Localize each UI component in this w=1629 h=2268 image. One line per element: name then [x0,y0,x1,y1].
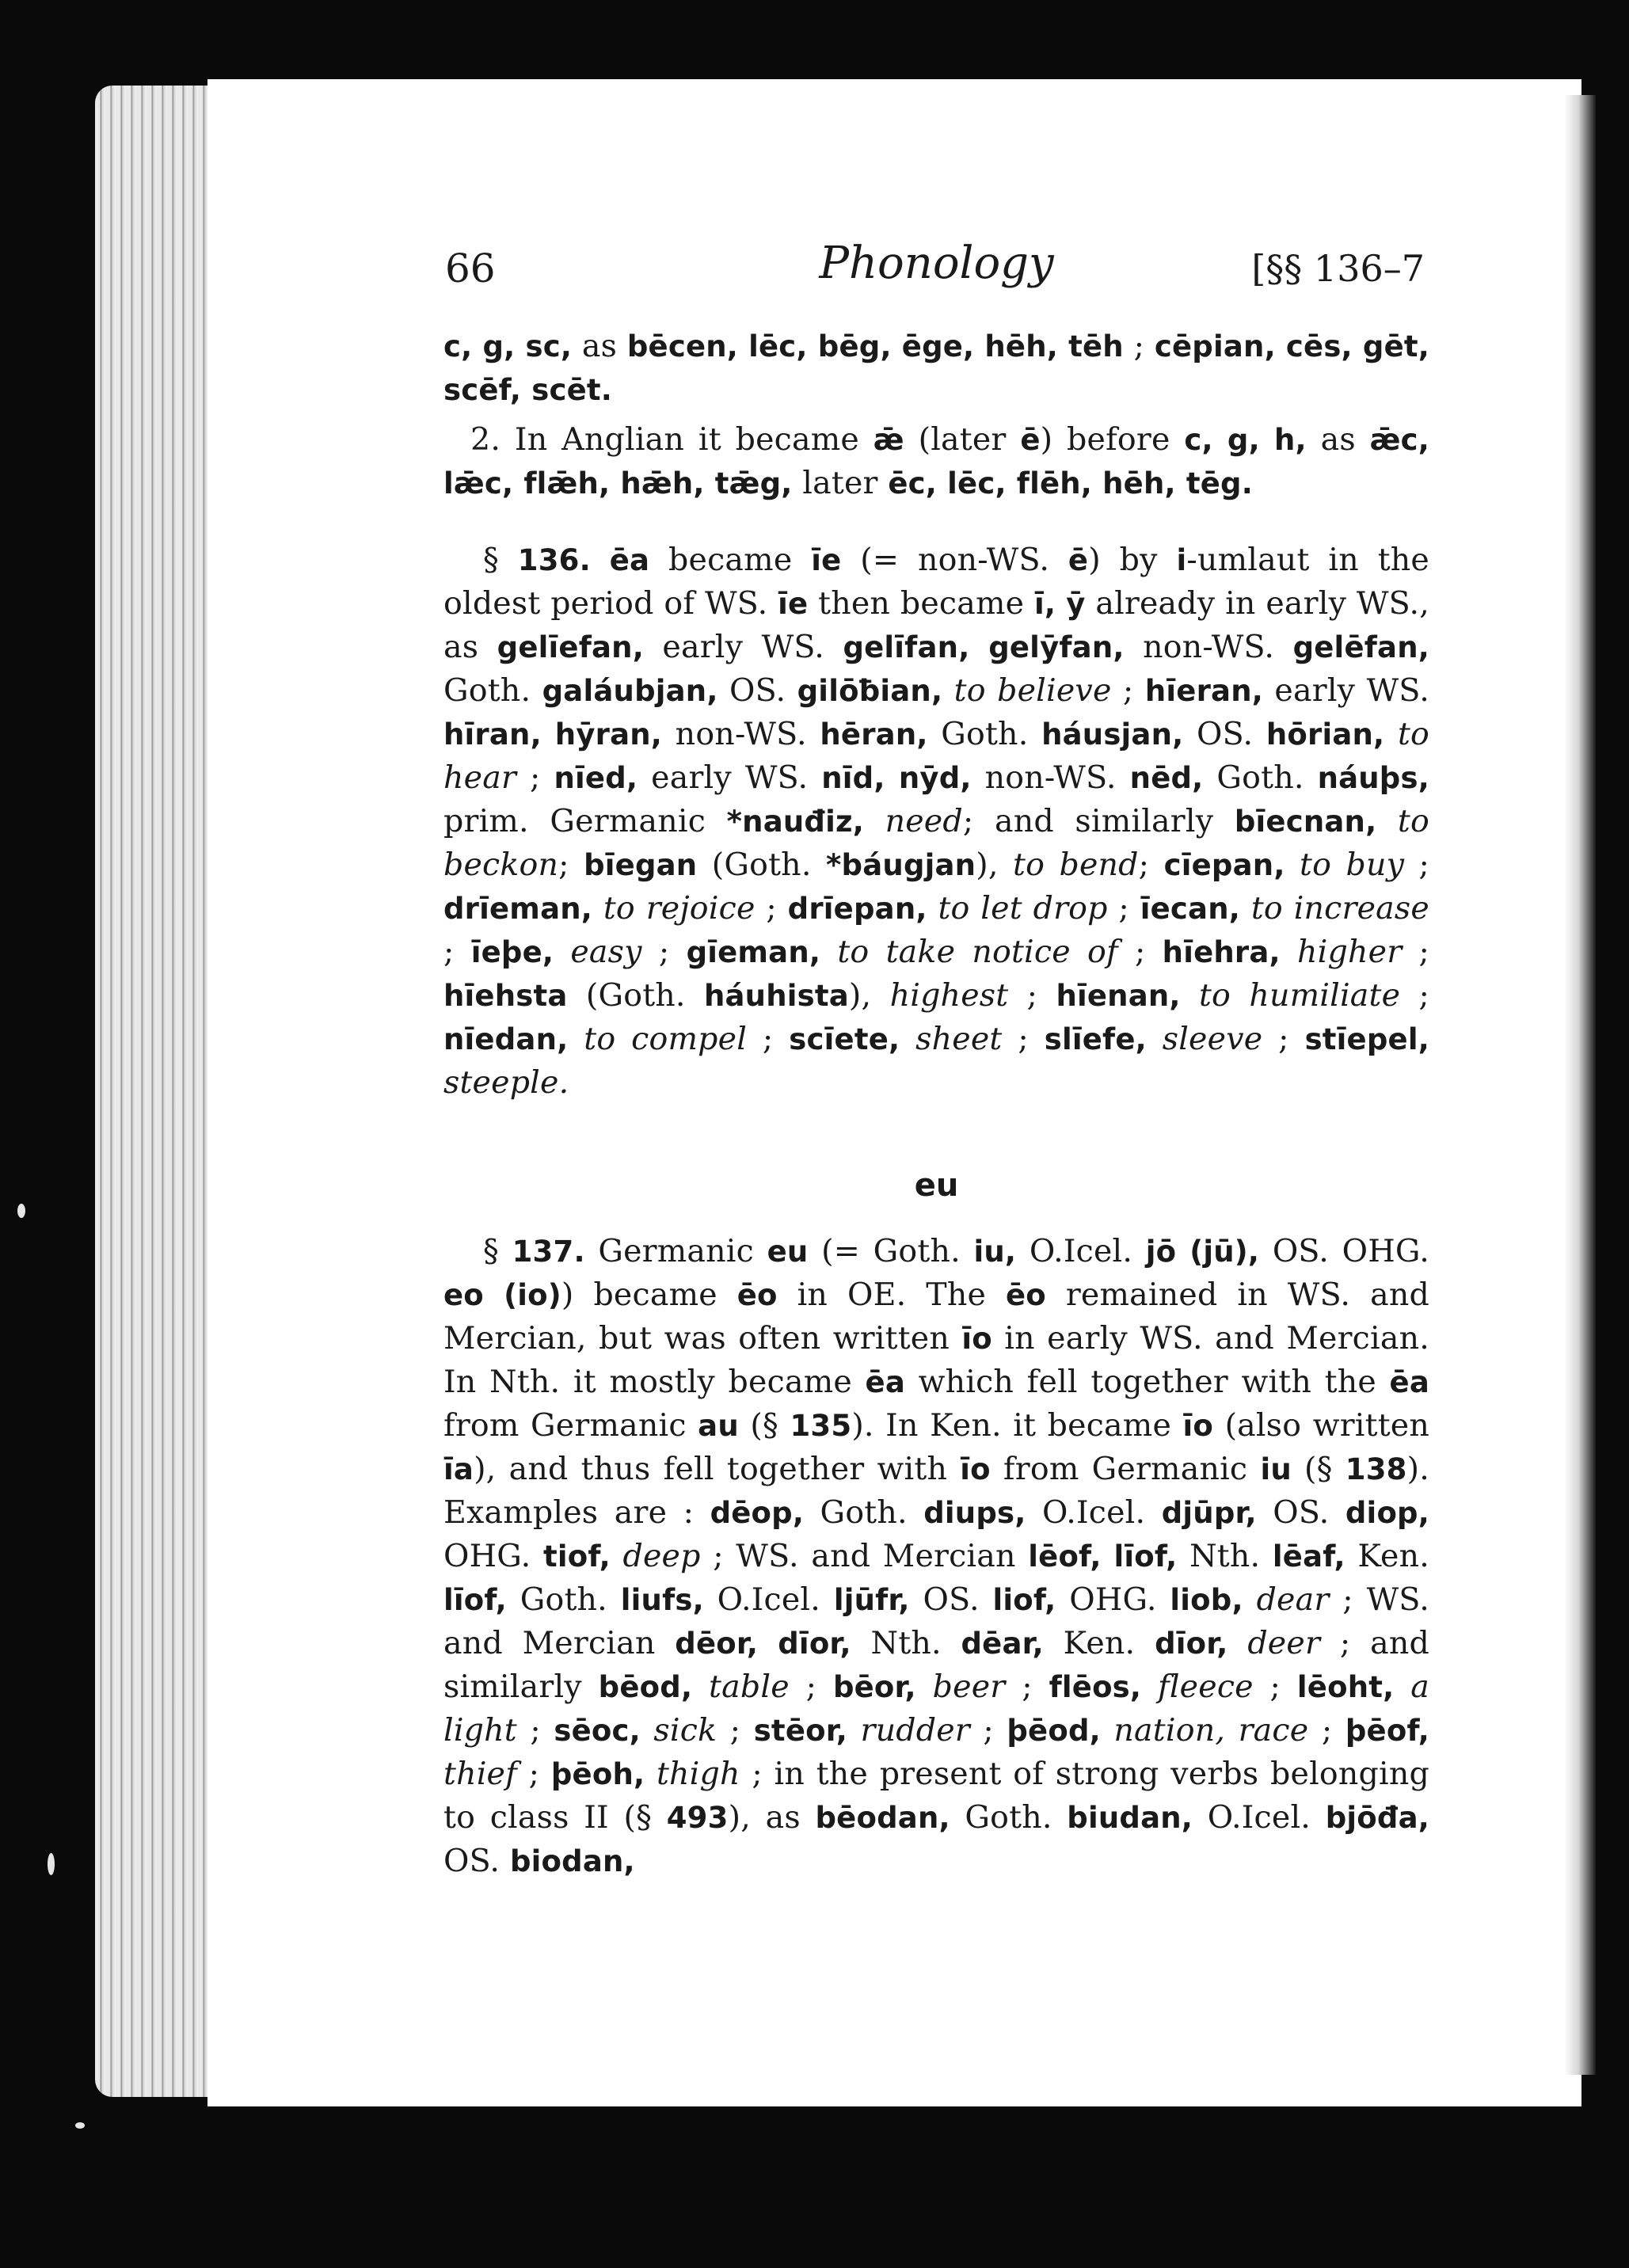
form-word: hēran, [820,717,928,752]
gloss: to increase [1250,890,1429,927]
text-run: ; [717,1712,754,1749]
text-run: Goth. [506,1581,621,1618]
text-run: ; [1123,328,1155,364]
text-run: Germanic [584,1233,767,1269]
form-word: dīor, [1155,1627,1228,1661]
text-run: ; [1138,847,1164,883]
text-run [1240,890,1251,927]
form-word: bēod, [598,1670,693,1704]
form-word: dēop, [710,1496,805,1530]
text-run: prim. Germanic [443,803,727,839]
form-word: bēodan, [815,1801,950,1835]
gloss: to take notice of [837,934,1118,970]
gloss: to bend [1013,847,1139,883]
text-run [900,1021,915,1057]
text-run: ; [558,847,584,883]
text-run [591,542,610,578]
text-run: then became [808,585,1034,622]
text-run: ). Examples are : [443,1451,1429,1531]
form-word: diop, [1345,1496,1430,1530]
gloss: deep [622,1538,701,1574]
form-word: nīedan, [443,1022,569,1056]
form-word: hīehra, [1162,935,1281,969]
form-word: 137. [512,1235,585,1269]
form-word: īe [778,587,809,621]
form-word: ljūfr, [833,1583,910,1617]
scan-speck [17,1204,25,1218]
text-run: § [483,542,518,578]
text-run [641,1712,654,1749]
text-run [1243,1581,1257,1618]
text-run: 2. In Anglian it became [470,421,873,458]
gloss: table [709,1669,790,1705]
form-word: ǣ [873,423,904,457]
form-word: liob, [1170,1583,1243,1617]
form-word: īo [1182,1409,1214,1443]
form-word: 135 [790,1409,852,1443]
text-run: Ken. [1043,1625,1155,1661]
form-word: scīete, [789,1022,900,1056]
text-run: ) by [1088,542,1177,578]
form-word: hīenan, [1056,979,1181,1013]
text-run [611,1538,623,1574]
text-run: Goth. [950,1799,1068,1836]
form-word: lēoht, [1296,1670,1395,1704]
text-run [645,1756,657,1792]
text-run: ; [1111,672,1145,709]
form-word: háuhista [703,979,849,1013]
form-word: īo [960,1452,991,1486]
form-word: galáubjan, [542,674,718,708]
text-run: ; and similarly [443,1625,1429,1705]
paragraph-section-136 [443,538,1429,1105]
gloss: to believe [953,672,1112,709]
text-run: early WS. [638,759,822,796]
text-run: (Goth. [697,847,826,883]
form-word: cēpian, cēs, gēt, scēf, scēt. [443,329,1430,407]
text-run: OS. OHG. [1259,1233,1429,1269]
form-word: náuþs, [1317,761,1429,795]
text-run: O.Icel. [1026,1494,1162,1531]
text-run: (Goth. [567,977,704,1014]
form-word: ēa [1389,1365,1429,1399]
form-word: lēaf, [1272,1539,1345,1574]
form-word: bēcen, lēc, bēg, ēge, hēh, tēh [626,329,1124,363]
text-run: later [792,465,889,501]
text-run: ), as [728,1799,816,1836]
form-word: hīran, hȳran, [443,717,663,752]
form-word: hōrian, [1266,717,1385,752]
form-word: þēod, [1007,1714,1101,1748]
gloss: nation, race [1113,1712,1309,1749]
form-word: diups, [923,1496,1026,1530]
text-run: ), [848,977,890,1014]
text-run [1394,1669,1410,1705]
form-word: ēc, lēc, flēh, hēh, tēg. [888,466,1253,500]
text-run: from Germanic [443,1407,698,1444]
text-run [1384,716,1398,752]
form-word: iu, [973,1235,1017,1269]
form-word: īecan, [1140,892,1241,926]
text-run: non-WS. [971,759,1130,796]
running-head [443,230,1429,309]
text-run: non-WS. [662,716,820,752]
text-block [443,230,1429,1883]
form-word: ǣc, lǣc, flǣh, hǣh, tǣg, [443,423,1430,500]
text-run: Nth. [1177,1538,1273,1574]
paragraph-continuation [443,325,1429,412]
page-number: 66 [445,245,496,291]
form-word: sēoc, [554,1714,641,1748]
text-run [1376,803,1398,839]
text-run: OHG. [1056,1581,1170,1618]
scan-speck [75,2122,85,2129]
gloss: easy [570,934,642,970]
gloss: beer [932,1669,1006,1705]
text-run: OS. [1256,1494,1345,1531]
gloss: to beckon [443,803,1429,883]
text-run: Goth. [804,1494,924,1531]
text-run: Goth. [443,672,542,709]
gloss: sleeve [1162,1021,1263,1057]
text-run: in early WS. and Mercian. In Nth. it mostly became [443,1320,1429,1400]
form-word: eu [767,1235,809,1269]
form-word: ēo [1006,1278,1046,1312]
form-word: gilōƀian, [797,674,943,708]
text-run [592,890,603,927]
text-run: early WS. [643,629,843,665]
text-run: ), and thus fell together with [474,1451,961,1487]
text-run: Nth. [851,1625,961,1661]
text-run: ; WS. and Mercian [443,1581,1430,1661]
form-word: slīefe, [1044,1022,1147,1056]
text-run: OS. [717,672,797,709]
text-run: ). In Ken. it became [851,1407,1183,1444]
gloss: fleece [1158,1669,1254,1705]
text-run: as [572,328,627,364]
form-word: iu [1260,1452,1292,1486]
text-run: in OE. The [777,1277,1006,1313]
text-run: ; [641,934,687,970]
gloss: to rejoice [603,890,756,927]
form-word: līof, [443,1583,507,1617]
form-word: īo [961,1322,992,1356]
gloss: rudder [860,1712,970,1749]
gloss: to humiliate [1198,977,1401,1014]
form-word: gelīfan, gelȳfan, [843,630,1125,664]
gloss: higher [1297,934,1403,970]
text-run: from Germanic [990,1451,1261,1487]
gloss: dear [1256,1581,1330,1618]
text-run [1228,1625,1248,1661]
form-word: gelīefan, [497,630,644,664]
text-run [692,1669,709,1705]
form-word: cīepan, [1163,848,1285,882]
form-word: djūpr, [1161,1496,1257,1530]
text-run: ; [443,934,471,970]
text-run [568,1021,584,1057]
text-run: Goth. [927,716,1042,752]
text-run: ; [1308,1712,1345,1749]
text-run: (later [904,421,1021,458]
text-run [864,803,885,839]
text-run [927,890,938,927]
running-title: Phonology [819,238,1054,289]
form-word: stēor, [753,1714,847,1748]
form-word: háusjan, [1041,717,1184,752]
gloss: thief [443,1756,517,1792]
form-word: *báugjan [826,848,976,882]
text-run [1181,977,1199,1014]
page-curl [1564,95,1596,2075]
paragraph-note-2 [443,418,1429,505]
text-run [1285,847,1300,883]
gloss: to buy [1300,847,1405,883]
form-word: drīepan, [787,892,927,926]
text-run: O.Icel. [1016,1233,1146,1269]
form-word: liof, [992,1583,1056,1617]
text-run: ; [1005,1669,1049,1705]
form-word: au [698,1409,739,1443]
form-word: dēor, dīor, [675,1627,851,1661]
form-word: liufs, [620,1583,704,1617]
gloss: deer [1247,1625,1321,1661]
text-run: non-WS. [1124,629,1293,665]
text-run: ; [1008,977,1056,1014]
text-run: ; [1002,1021,1045,1057]
text-run: ; [1400,977,1429,1014]
text-run: ; [1404,847,1430,883]
form-word: hīeran, [1144,674,1263,708]
text-run: OS. [909,1581,993,1618]
gloss: sick [653,1712,717,1749]
text-run [847,1712,861,1749]
text-run: § [483,1233,512,1269]
text-run: ; [516,759,554,796]
scan-speck [48,1853,55,1875]
text-run: Ken. [1345,1538,1429,1574]
form-word: þēoh, [550,1757,645,1791]
text-run: which fell together with the [905,1364,1390,1400]
form-word: dēar, [961,1627,1044,1661]
text-run: early WS. [1263,672,1429,709]
form-word: bjōđa, [1325,1801,1430,1835]
text-run: ; [747,1021,790,1057]
form-word: ī, ȳ [1033,587,1086,621]
text-run [916,1669,933,1705]
text-run: as [1306,421,1370,458]
text-run: ; [1107,890,1140,927]
subheading: eu [914,1167,959,1204]
text-run: ; [1262,1021,1305,1057]
text-run: ; [1253,1669,1297,1705]
text-run: ; [516,1756,551,1792]
form-word: hīehsta [443,979,568,1013]
text-run: ; [755,890,788,927]
text-run [942,672,953,709]
form-word: bīecnan, [1234,805,1377,839]
form-word: 136. [517,543,591,577]
text-run: (= Goth. [808,1233,974,1269]
form-word: nīed, [554,761,638,795]
form-word: lēof, līof, [1028,1539,1178,1574]
gloss: a light [443,1669,1429,1749]
page-edges [95,86,222,2097]
text-run: Goth. [1203,759,1318,796]
form-word: flēos, [1049,1670,1142,1704]
text-run: (§ [1291,1451,1345,1487]
gloss: need [885,803,963,839]
text-run [1101,1712,1114,1749]
text-run [1147,1021,1163,1057]
form-word: bēor, [832,1670,916,1704]
form-word: stīepel, [1304,1022,1429,1056]
gloss: to compel [584,1021,748,1057]
form-word: ēa [865,1365,906,1399]
form-word: īe [811,543,842,577]
text-run: ) became [561,1277,737,1313]
text-run: remained in WS. and Mercian, but was often written [443,1277,1429,1357]
gloss: steeple. [443,1064,569,1101]
text-run: ; [969,1712,1007,1749]
gloss: to hear [443,716,1429,796]
text-run: ; [789,1669,833,1705]
form-word: īa [443,1452,474,1486]
text-run: -umlaut in the oldest period of WS. [443,542,1429,622]
gloss: to let drop [938,890,1108,927]
paragraph-section-137 [443,1230,1429,1883]
text-run: O.Icel. [703,1581,834,1618]
form-word: gīeman, [686,935,821,969]
text-run [554,934,570,970]
gloss: sheet [915,1021,1003,1057]
text-run [820,934,837,970]
form-word: biodan, [509,1844,635,1878]
form-word: ēa [609,543,650,577]
gloss: highest [889,977,1009,1014]
form-word: ēo [736,1278,778,1312]
text-run: became [649,542,812,578]
text-run: (§ [738,1407,790,1444]
form-word: 138 [1345,1452,1407,1486]
text-run: ) before [1040,421,1185,458]
form-word: ē [1068,543,1089,577]
text-run [1141,1669,1158,1705]
form-word: tiof, [542,1539,611,1574]
text-run: (also written [1213,1407,1430,1444]
form-word: eo (io) [443,1278,561,1312]
form-word: drīeman, [443,892,593,926]
text-run: ; in the present of strong verbs belonging to class II (§ [443,1756,1429,1836]
form-word: nēd, [1129,761,1204,795]
form-word: *nauđiz, [726,805,864,839]
text-run: ), [976,847,1014,883]
text-run: (= non-WS. [841,542,1068,578]
form-word: ē [1020,423,1041,457]
text-run: ; [1117,934,1163,970]
text-run: ; and similarly [962,803,1235,839]
form-word: c, g, sc, [443,329,573,363]
text-run [1281,934,1297,970]
form-word: i [1176,543,1187,577]
form-word: bīegan [584,848,698,882]
text-run: O.Icel. [1193,1799,1326,1836]
text-run: OS. [443,1843,510,1879]
text-run: ; WS. and Mercian [700,1538,1029,1574]
section-reference: [§§ 136–7 [1251,247,1425,290]
text-run: ; [516,1712,554,1749]
text-run: OS. [1183,716,1266,752]
text-run: already in early WS., as [443,585,1430,665]
form-word: īeþe, [470,935,554,969]
text-run: ; [1402,934,1429,970]
form-word: 493 [666,1801,729,1835]
form-word: þēof, [1345,1714,1429,1748]
form-word: jō (jū), [1145,1235,1260,1269]
form-word: c, g, h, [1184,423,1307,457]
form-word: nīd, nȳd, [821,761,972,795]
gloss: thigh [656,1756,740,1792]
text-run: OHG. [443,1538,543,1574]
form-word: biudan, [1067,1801,1193,1835]
form-word: gelēfan, [1292,630,1429,664]
